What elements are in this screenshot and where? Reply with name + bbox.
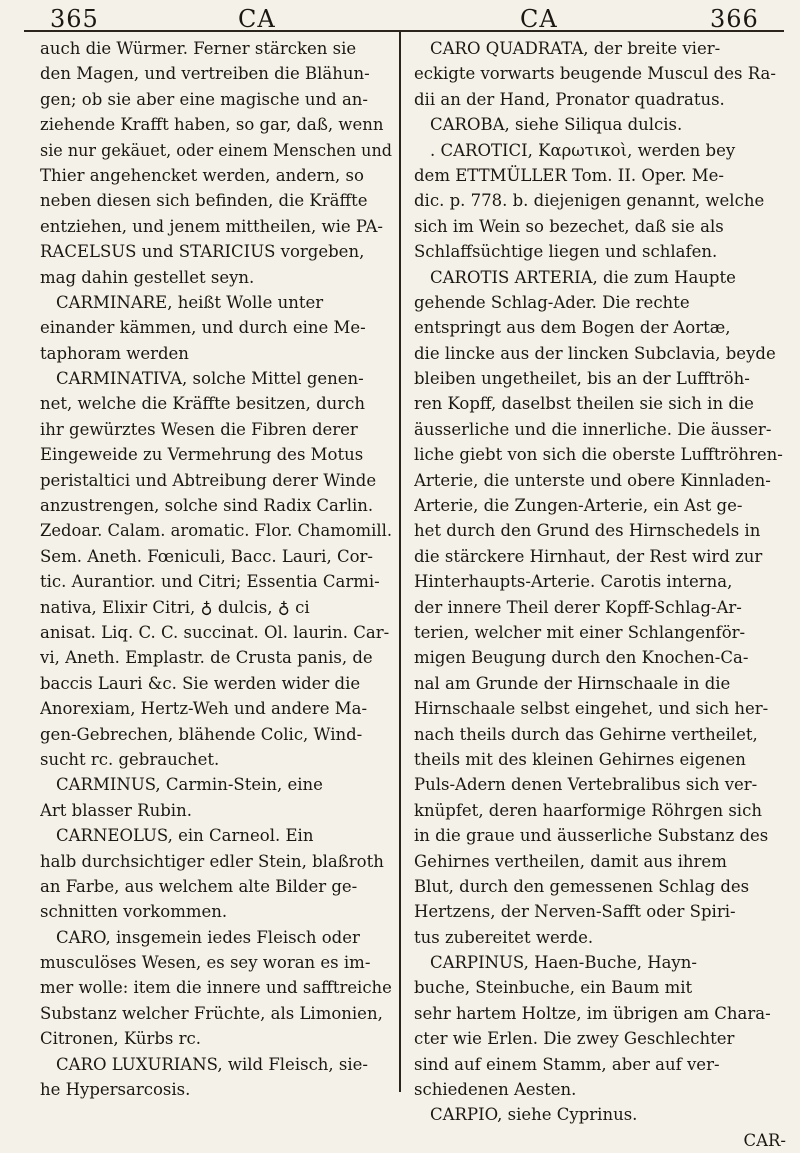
text-line: gehende Schlag-Ader. Die rechte bbox=[414, 292, 690, 312]
text-line: he Hypersarcosis. bbox=[40, 1080, 191, 1100]
text-line: cter wie Erlen. Die zwey Geschlechter bbox=[414, 1029, 735, 1049]
text-line: ziehende Krafft haben, so gar, daß, wenn bbox=[40, 115, 384, 135]
text-line: theils mit des kleinen Gehirnes eigenen bbox=[414, 749, 746, 769]
text-line: nal am Grunde der Hirnschaale in die bbox=[414, 673, 731, 693]
left-page-number: 365 bbox=[50, 5, 99, 33]
column-divider bbox=[399, 32, 401, 1092]
text-line: ren Kopff, daselbst theilen sie sich in die bbox=[414, 394, 754, 414]
text-line: Puls-Adern denen Vertebralibus sich ver- bbox=[414, 775, 758, 795]
text-line: nach theils durch das Gehirne vertheilet, bbox=[414, 724, 758, 744]
right-column bbox=[414, 36, 786, 1153]
text-line: Thier angehencket werden, andern, so bbox=[40, 165, 364, 185]
text-line: die stärckere Hirnhaut, der Rest wird zur bbox=[414, 546, 763, 566]
text-line: mer wolle: item die innere und safftreiche bbox=[40, 978, 392, 998]
text-line: schiedenen Aesten. bbox=[414, 1080, 577, 1100]
text-line: mag dahin gestellet seyn. bbox=[40, 267, 255, 287]
text-line: der innere Theil derer Kopff-Schlag-Ar- bbox=[414, 597, 742, 617]
text-line: CARO LUXURIANS, wild Fleisch, sie- bbox=[56, 1054, 369, 1074]
text-line: gen-Gebrechen, blähende Colic, Wind- bbox=[40, 724, 363, 744]
text-line: an Farbe, aus welchem alte Bilder ge- bbox=[40, 876, 358, 896]
text-line: het durch den Grund des Hirnschedels in bbox=[414, 521, 761, 541]
text-line: eckigte vorwarts beugende Muscul des Ra- bbox=[414, 64, 776, 84]
text-line: Substanz welcher Früchte, als Limonien, bbox=[40, 1003, 383, 1023]
text-line: CARO, insgemein iedes Fleisch oder bbox=[56, 927, 360, 947]
text-line: auch die Würmer. Ferner stärcken sie bbox=[40, 39, 357, 58]
text-line: ihr gewürztes Wesen die Fibren derer bbox=[40, 419, 358, 439]
text-line: vi, Aneth. Emplastr. de Crusta panis, de bbox=[40, 648, 373, 668]
text-line: taphoram werden bbox=[40, 343, 189, 363]
text-line: Arterie, die Zungen-Arterie, ein Ast ge- bbox=[414, 496, 743, 516]
text-line: knüpfet, deren haarformige Röhrgen sich bbox=[414, 800, 762, 820]
text-line: schnitten vorkommen. bbox=[40, 902, 228, 922]
text-line: peristaltici und Abtreibung derer Winde bbox=[40, 470, 377, 490]
text-line: CARNEOLUS, ein Carneol. Ein bbox=[56, 826, 314, 846]
text-line: in die graue und äusserliche Substanz des bbox=[414, 826, 769, 846]
text-line: dii an der Hand, Pronator quadratus. bbox=[414, 89, 725, 109]
text-line: Blut, durch den gemessenen Schlag des bbox=[414, 876, 750, 896]
text-line: net, welche die Kräffte besitzen, durch bbox=[40, 394, 366, 414]
right-catchword: CA bbox=[520, 5, 558, 33]
text-line: buche, Steinbuche, ein Baum mit bbox=[414, 978, 693, 998]
text-line: sucht rc. gebrauchet. bbox=[40, 749, 220, 769]
text-line: Hertzens, der Nerven-Safft oder Spiri- bbox=[414, 902, 736, 922]
text-line: tus zubereitet werde. bbox=[414, 927, 594, 947]
text-line: CAROBA, siehe Siliqua dulcis. bbox=[430, 115, 683, 135]
right-page-number: 366 bbox=[710, 5, 759, 33]
text-line: dic. p. 778. b. diejenigen genannt, welche bbox=[414, 191, 765, 211]
text-line: nativa, Elixir Citri, ♁ dulcis, ♁ ci bbox=[40, 597, 310, 617]
text-line: einander kämmen, und durch eine Me- bbox=[40, 318, 366, 338]
text-line: Arterie, die unterste und obere Kinnladen- bbox=[414, 470, 771, 490]
text-line: Eingeweide zu Vermehrung des Motus bbox=[40, 445, 364, 465]
text-line: baccis Lauri &c. Sie werden wider die bbox=[40, 673, 361, 693]
text-line: anisat. Liq. C. C. succinat. Ol. laurin. Car- bbox=[40, 622, 390, 642]
text-line: Hinterhaupts-Arterie. Carotis interna, bbox=[414, 572, 733, 592]
text-line: CARMINATIVA, solche Mittel genen- bbox=[56, 369, 364, 389]
text-line: CARPIO, siehe Cyprinus. bbox=[430, 1105, 638, 1125]
text-line: CARMINARE, heißt Wolle unter bbox=[56, 292, 324, 312]
text-line: musculöses Wesen, es sey woran es im- bbox=[40, 953, 371, 973]
text-line: Zedoar. Calam. aromatic. Flor. Chamomill. bbox=[40, 521, 392, 541]
text-line: RACELSUS und STARICIUS vorgeben, bbox=[40, 242, 365, 262]
text-line: sind auf einem Stamm, aber auf ver- bbox=[414, 1054, 720, 1074]
text-line: Sem. Aneth. Fœniculi, Bacc. Lauri, Cor- bbox=[40, 546, 373, 566]
text-line: halb durchsichtiger edler Stein, blaßroth bbox=[40, 851, 384, 871]
text-line: Hirnschaale selbst eingehet, und sich her- bbox=[414, 699, 769, 719]
text-line: liche giebt von sich die oberste Lufftröhren- bbox=[414, 445, 783, 465]
text-line: sehr hartem Holtze, im übrigen am Chara- bbox=[414, 1003, 771, 1023]
text-line: Art blasser Rubin. bbox=[40, 800, 192, 820]
text-line: . CAROTICI, Καρωτικοὶ, werden bey bbox=[430, 140, 736, 160]
text-line: bleiben ungetheilet, bis an der Lufftröh- bbox=[414, 369, 750, 389]
text-line: tic. Aurantior. und Citri; Essentia Carmi- bbox=[40, 572, 380, 592]
text-line: CAR- bbox=[743, 1130, 786, 1150]
header-rule bbox=[24, 30, 784, 32]
text-line: migen Beugung durch den Knochen-Ca- bbox=[414, 648, 749, 668]
text-line: Anorexiam, Hertz-Weh und andere Ma- bbox=[40, 699, 368, 719]
text-line: terien, welcher mit einer Schlangenför- bbox=[414, 622, 746, 642]
text-line: gen; ob sie aber eine magische und an- bbox=[40, 89, 368, 109]
running-header bbox=[0, 0, 800, 34]
text-line: Citronen, Kürbs rc. bbox=[40, 1029, 201, 1049]
text-line: entziehen, und jenem mittheilen, wie PA- bbox=[40, 216, 383, 236]
text-line: sich im Wein so bezechet, daß sie als bbox=[414, 216, 724, 236]
text-line: CARPINUS, Haen-Buche, Hayn- bbox=[430, 953, 697, 973]
text-line: CARO QUADRATA, der breite vier- bbox=[430, 39, 721, 58]
text-line: entspringt aus dem Bogen der Aortæ, bbox=[414, 318, 731, 338]
text-line: neben diesen sich befinden, die Kräffte bbox=[40, 191, 368, 211]
text-line: dem ETTMÜLLER Tom. II. Oper. Me- bbox=[414, 165, 724, 185]
text-line: Schlaffsüchtige liegen und schlafen. bbox=[414, 242, 718, 262]
text-line: die lincke aus der lincken Subclavia, beyde bbox=[414, 343, 776, 363]
text-line: äusserliche und die innerliche. Die äusser- bbox=[414, 419, 772, 439]
text-line: anzustrengen, solche sind Radix Carlin. bbox=[40, 496, 374, 516]
text-line: CARMINUS, Carmin-Stein, eine bbox=[56, 775, 323, 795]
text-line: CAROTIS ARTERIA, die zum Haupte bbox=[430, 267, 736, 287]
left-column bbox=[40, 36, 392, 1102]
text-line: Gehirnes vertheilen, damit aus ihrem bbox=[414, 851, 727, 871]
text-line: den Magen, und vertreiben die Blähun- bbox=[40, 64, 370, 84]
left-catchword: CA bbox=[238, 5, 276, 33]
text-line: sie nur gekäuet, oder einem Menschen und bbox=[40, 140, 392, 160]
